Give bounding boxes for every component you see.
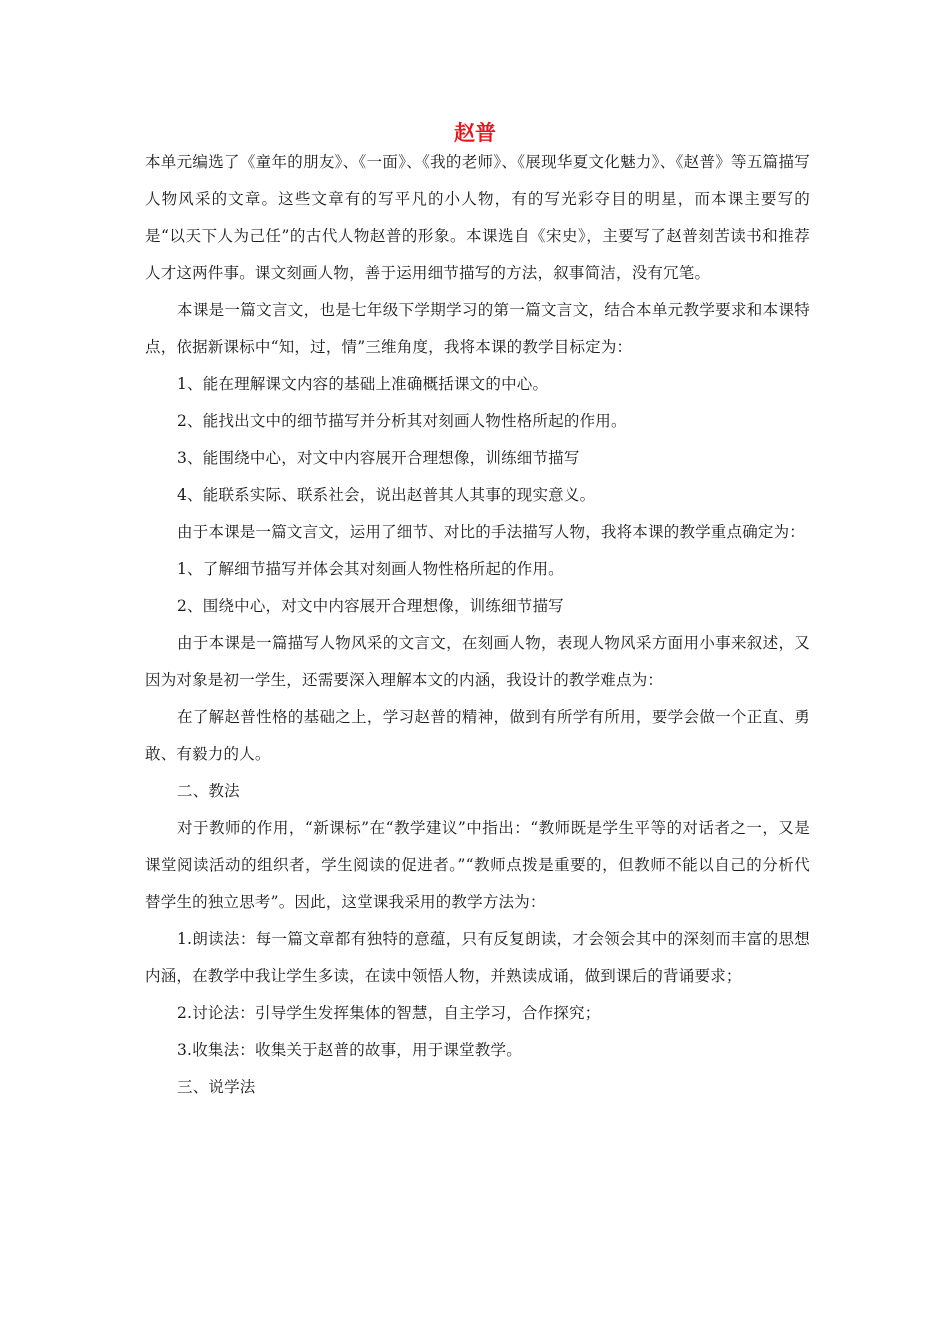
paragraph-unit-intro: 本单元编选了《童年的朋友》、《一面》、《我的老师》、《展现华夏文化魅力》、《赵普》等五篇描写人物风采的文章。这些文章有的写平凡的小人物，有的写光彩夺目的明星，而本课主要写的是“以天下人为己任”的古代人物赵普的形象。本课选自《宋史》，主要写了赵普刻苦读书和推荐人才这两件事。课文刻画人物，善于运用细节描写的方法，叙事简洁，没有冗笔。	[145, 153, 810, 282]
method-item-reading: 1.朗读法：每一篇文章都有独特的意蕴，只有反复朗读，才会领会其中的深刻而丰富的思想内涵，在教学中我让学生多读，在读中领悟人物，并熟读成诵，做到课后的背诵要求；	[145, 930, 810, 985]
method-item-collection: 3.收集法：收集关于赵普的故事，用于课堂教学。	[177, 1041, 522, 1059]
document-title: 赵普	[454, 121, 496, 145]
goal-item-2: 2、能找出文中的细节描写并分析其对刻画人物性格所起的作用。	[177, 412, 627, 430]
goal-item-4: 4、能联系实际、联系社会，说出赵普其人其事的现实意义。	[177, 486, 596, 504]
goal-item-3: 3、能围绕中心，对文中内容展开合理想像，训练细节描写	[177, 449, 580, 467]
paragraph-teacher-role: 对于教师的作用，“新课标”在“教学建议”中指出：“教师既是学生平等的对话者之一，又是课堂阅读活动的组织者，学生阅读的促进者。”“教师点拨是重要的，但教师不能以自己的分析代替学生的独立思考”。因此，这堂课我采用的教学方法为：	[145, 819, 810, 911]
document-body	[145, 144, 810, 1106]
paragraph-difficulty: 在了解赵普性格的基础之上，学习赵普的精神，做到有所学有所用，要学会做一个正直、勇敢、有毅力的人。	[145, 708, 810, 763]
paragraph-teaching-goals-intro: 本课是一篇文言文，也是七年级下学期学习的第一篇文言文，结合本单元教学要求和本课特点，依据新课标中“知，过，情”三维角度，我将本课的教学目标定为：	[145, 301, 810, 356]
paragraph-key-points-intro: 由于本课是一篇文言文，运用了细节、对比的手法描写人物，我将本课的教学重点确定为：	[177, 523, 806, 541]
key-point-item-2: 2、围绕中心，对文中内容展开合理想像，训练细节描写	[177, 597, 564, 615]
section-heading-learning-methods: 三、说学法	[177, 1078, 256, 1096]
section-heading-teaching-methods: 二、教法	[177, 782, 240, 800]
paragraph-difficulty-intro: 由于本课是一篇描写人物风采的文言文，在刻画人物，表现人物风采方面用小事来叙述，又因为对象是初一学生，还需要深入理解本文的内涵，我设计的教学难点为：	[145, 634, 810, 689]
key-point-item-1: 1、了解细节描写并体会其对刻画人物性格所起的作用。	[177, 560, 564, 578]
goal-item-1: 1、能在理解课文内容的基础上准确概括课文的中心。	[177, 375, 549, 393]
method-item-discussion: 2.讨论法：引导学生发挥集体的智慧，自主学习，合作探究；	[177, 1004, 601, 1022]
